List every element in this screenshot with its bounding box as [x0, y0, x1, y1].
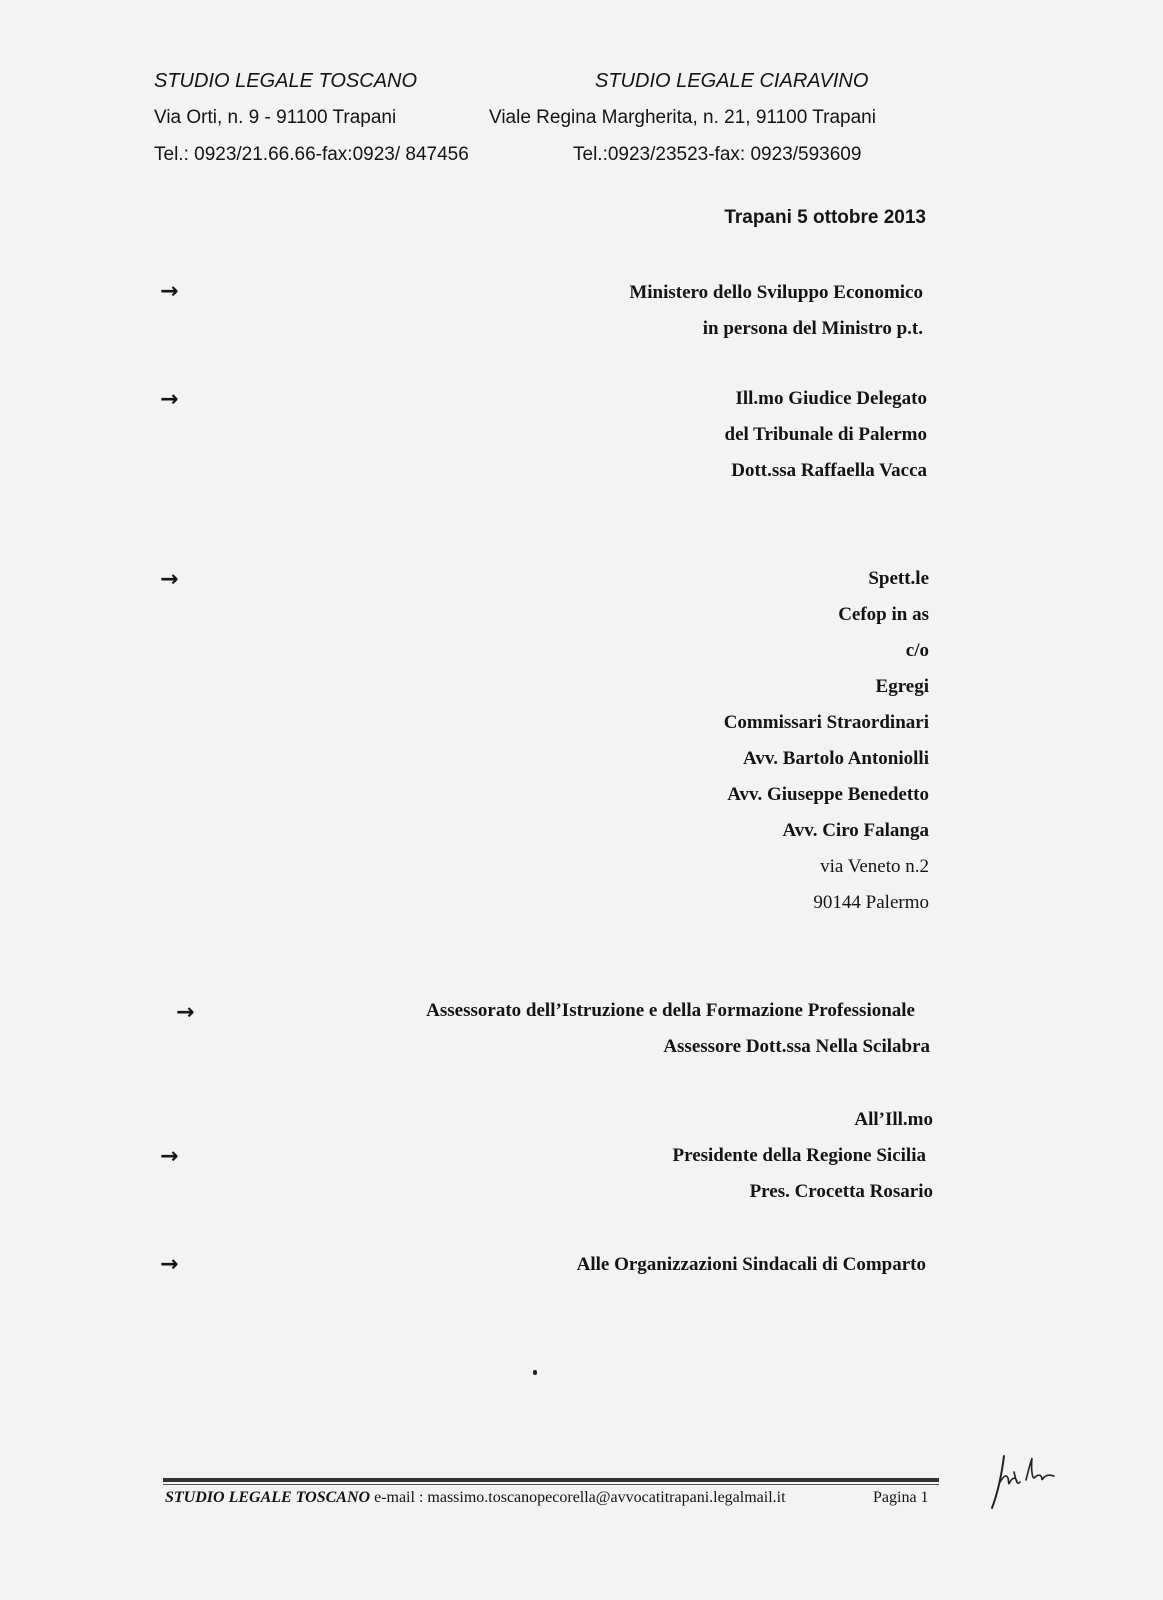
recipient-address-line: 90144 Palermo — [813, 892, 929, 913]
recipient-line: Avv. Bartolo Antoniolli — [743, 748, 929, 769]
recipient-line: Commissari Straordinari — [723, 712, 929, 733]
recipient-ministero — [629, 275, 923, 347]
recipient-line: c/o — [905, 640, 929, 661]
recipient-line: All’Ill.mo — [854, 1109, 933, 1130]
footer-rule — [163, 1478, 939, 1482]
arrow-icon: → — [160, 1252, 179, 1277]
recipient-line: Ill.mo Giudice Delegato — [735, 388, 927, 409]
footer-brand: STUDIO LEGALE TOSCANO — [165, 1489, 371, 1506]
recipient-line: Pres. Crocetta Rosario — [749, 1181, 933, 1202]
recipient-presidente — [673, 1102, 934, 1210]
footer-email: e-mail : massimo.toscanopecorella@avvocatitrapani.legalmail.it — [370, 1489, 786, 1506]
recipient-line: Assessorato dell’Istruzione e della Formazione Professionale — [426, 1000, 915, 1021]
ink-dot — [533, 1370, 537, 1375]
left-firm-phone: Tel.: 0923/21.66.66-fax:0923/ 847456 — [154, 144, 469, 165]
recipient-address-line: via Veneto n.2 — [820, 856, 929, 877]
recipient-giudice — [725, 381, 928, 489]
recipient-assessorato — [426, 993, 930, 1065]
arrow-icon: → — [160, 567, 179, 592]
recipient-line: Egregi — [875, 676, 929, 697]
right-firm-phone: Tel.:0923/23523-fax: 0923/593609 — [573, 144, 862, 165]
recipient-sindacati — [577, 1247, 926, 1283]
page-number: Pagina 1 — [873, 1489, 929, 1506]
recipient-line: Ministero dello Sviluppo Economico — [629, 282, 923, 303]
recipient-line: Alle Organizzazioni Sindacali di Comparto — [576, 1254, 926, 1275]
arrow-icon: → — [176, 1000, 195, 1025]
letter-date: Trapani 5 ottobre 2013 — [724, 207, 926, 228]
recipient-line: Spett.le — [868, 568, 929, 589]
arrow-icon: → — [160, 279, 179, 304]
recipient-line: in persona del Ministro p.t. — [702, 318, 923, 339]
footer-line — [165, 1489, 786, 1507]
recipient-cefop — [724, 561, 929, 921]
recipient-line: Avv. Giuseppe Benedetto — [727, 784, 929, 805]
recipient-line: Assessore Dott.ssa Nella Scilabra — [663, 1036, 930, 1057]
arrow-icon: → — [160, 387, 179, 412]
recipient-line: Dott.ssa Raffaella Vacca — [731, 460, 927, 481]
recipient-line: del Tribunale di Palermo — [724, 424, 927, 445]
recipient-line: Cefop in as — [838, 604, 929, 625]
recipient-line: Presidente della Regione Sicilia — [672, 1145, 926, 1166]
left-firm-name: STUDIO LEGALE TOSCANO — [154, 70, 418, 92]
right-firm-name: STUDIO LEGALE CIARAVINO — [595, 70, 869, 92]
recipient-line: Avv. Ciro Falanga — [782, 820, 929, 841]
signature-initials — [990, 1452, 1060, 1512]
left-firm-address: Via Orti, n. 9 - 91100 Trapani — [154, 107, 397, 128]
footer-rule-thin — [163, 1484, 939, 1485]
arrow-icon: → — [160, 1144, 179, 1169]
right-firm-address: Viale Regina Margherita, n. 21, 91100 Trapani — [489, 107, 876, 128]
